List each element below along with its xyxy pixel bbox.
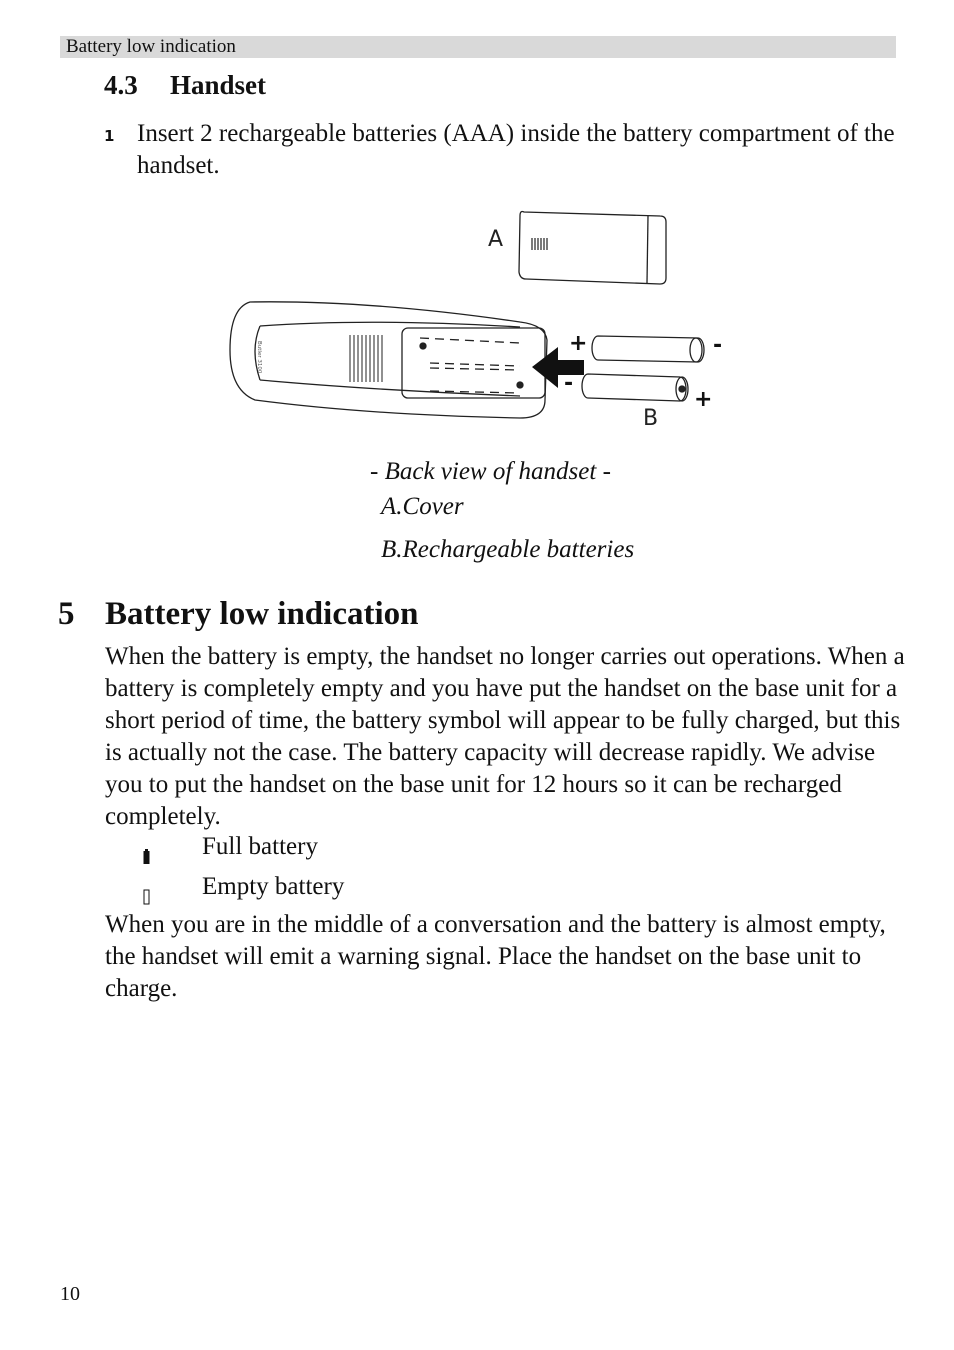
section-number: 5	[58, 596, 75, 632]
battery-top	[592, 336, 704, 362]
plus-sign: +	[569, 331, 588, 356]
handset	[230, 302, 547, 418]
empty-battery-icon	[143, 889, 150, 905]
legend-text: Rechargeable batteries	[402, 536, 635, 563]
handset-battery-illustration	[220, 200, 740, 440]
section-heading-5	[58, 596, 418, 633]
battery-bottom	[582, 374, 688, 401]
figure-legend-b	[381, 536, 634, 564]
page-number: 10	[60, 1283, 80, 1305]
step-number: 1	[104, 127, 115, 145]
legend-key: A.	[381, 493, 403, 520]
label-b: B	[643, 406, 659, 431]
legend-label: Empty battery	[202, 873, 345, 900]
section-number: 4.3	[104, 70, 138, 100]
legend-key: B.	[381, 536, 403, 563]
label-a: A	[488, 227, 504, 252]
legend-label: Full battery	[202, 833, 318, 860]
step-1	[104, 118, 904, 182]
full-battery-icon	[143, 849, 150, 865]
plus-sign: +	[694, 387, 713, 412]
section-heading-4-3	[104, 70, 266, 101]
figure-caption: - Back view of handset -	[370, 458, 611, 485]
handset-brand-label: Butler 3100	[256, 341, 262, 374]
figure-legend-a	[381, 493, 464, 521]
minus-sign: -	[713, 333, 723, 358]
section-title: Handset	[170, 70, 267, 100]
legend-text: Cover	[402, 493, 464, 520]
minus-sign: -	[564, 371, 574, 396]
battery-cover	[519, 212, 666, 285]
paragraph: When the battery is empty, the handset no longer carries out operations. When a battery is completely empty and you have put the handset on the base unit for a short period of time, the battery symbol will appear to be fully charged, but this is actually not the case. The battery capacity will decrease rapidly. We advise you to put the handset on the base unit for 12 hours so it can be recharged completely.	[105, 643, 905, 830]
paragraph: When you are in the middle of a conversation and the battery is almost empty, the handset will emit a warning signal. Place the handset on the base unit to charge.	[105, 911, 886, 1002]
running-header: Battery low indication	[60, 36, 896, 58]
step-text: Insert 2 rechargeable batteries (AAA) inside the battery compartment of the handset.	[137, 120, 895, 179]
section-title: Battery low indication	[105, 596, 419, 632]
